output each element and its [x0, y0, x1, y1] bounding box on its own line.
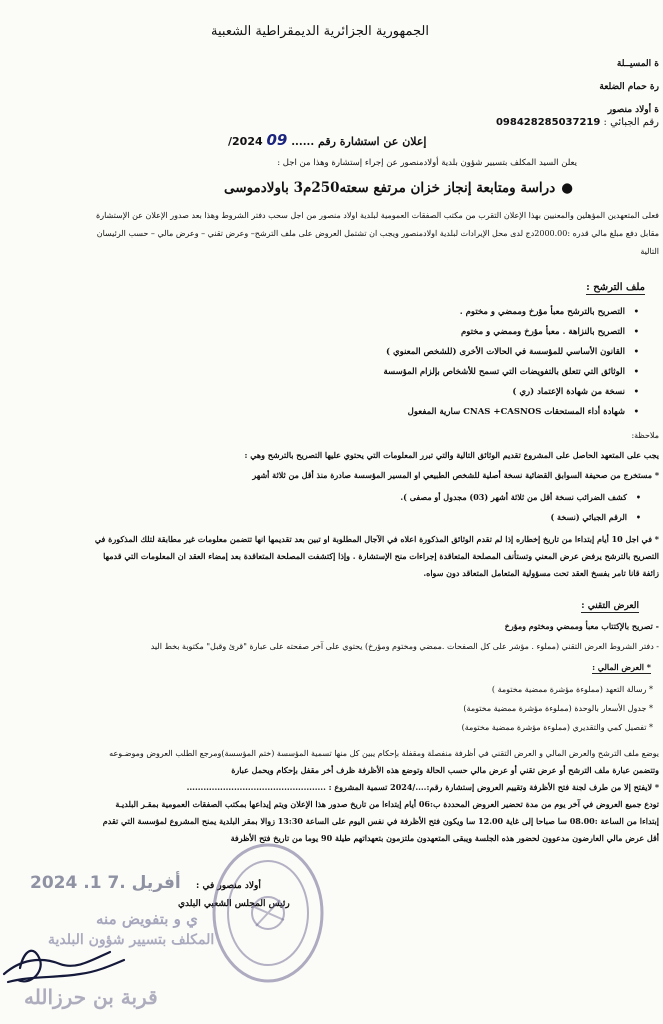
project-bullet: ● [561, 180, 573, 196]
note-item: * مستخرج من صحيفة السوابق القضائية نسخة أصلية للشخص الطبيعي او المسير المؤسسة صادرة منذ أقل من ثلاثة أشهر [252, 470, 659, 480]
title-number: 09 [266, 131, 288, 149]
invitation-line: التالية [640, 247, 659, 256]
deadline-paragraph [1, 534, 659, 579]
title-dots: ...... [291, 135, 315, 148]
stamp-text: ي و بتفويض منه [96, 910, 198, 928]
date-stamp: 2024 .1 7. أفريل [30, 873, 181, 893]
project-text: دراسة ومتابعة إنجاز خزان مرتفع سعته250م3 باولادموسى [224, 180, 556, 196]
technical-heading: العرض التقني : [581, 601, 639, 611]
invitation-paragraph [1, 210, 659, 257]
signature-place: أولاد منصور في : [196, 881, 261, 891]
deadline-line: التصريح بالترشح يرفض عرض المعني وتستأنف المصلحة المتعاقدة إجراءات منح الإستشارة . وإذا إكتشفت المصلحة المتعاقدة بعد إمضاء العقد ان المعلومات التي قدمها [103, 551, 659, 561]
list-item: • كشف الضرائب نسخة أقل من ثلاثة أشهر (03) مجدول أو مصفى ). [143, 492, 643, 503]
list-item: * جدول الأسعار بالوحدة (مملوءة مؤشرة ممضية مختومة) [463, 704, 653, 713]
closing-line: إبتداءا من الساعة :08.00 سا صباحا إلى غاية 12.00 سا ويكون فتح الأظرفة في نفس اليوم على الساعة 13:30 زوالا بمقر البلدية يمنح المشروع لمؤسسة التي تقدم [102, 816, 659, 826]
title-prefix: إعلان عن استشارة رقم [318, 135, 427, 148]
invitation-line: مقابل دفع مبلغ مالي قدره :2000.00دج لدى محل الإيرادات لبلدية اولادمنصور ويجب ان تشتمل العروض على ملف الترشح– وعرض تقني – وعرض مالي – حسب الرئيسان [96, 229, 659, 238]
list-item: • نسخة من شهادة الإعتماد (ري ) [41, 386, 641, 398]
list-item: * رسالة التعهد (مملوءة مؤشرة ممضية مختومة ) [491, 685, 653, 694]
title-year: 2024/ [228, 135, 263, 148]
handwritten-signature [0, 930, 130, 1000]
project-title [224, 180, 573, 197]
candidacy-list [41, 306, 641, 426]
invitation-line: فعلى المتعهدين المؤهلين والمعنيين بهذا الإعلان التقرب من مكتب الصفقات العمومية لبلدية اولاد منصور من اجل سحب دفتر الشروط وهذا بعد صدور الإعلان عن الإستشارة [96, 211, 659, 220]
closing-line: * لايفتح إلا من طرف لجنة فتح الأظرفة وتقييم العروض إستشارة رقم:..../2024 تسمية المشروع : .................................................. [186, 782, 659, 792]
deadline-line: زائفة قانا تامر بفسخ العقد تحت مسؤولية المتعامل المتعاقد دون سواه. [423, 568, 659, 578]
technical-item: - دفتر الشروط العرض التقني (مملوء . مؤشر على كل الصفحات .ممضي ومختوم ومؤرخ) يحتوي على آخر صفحته على عبارة "قرئ وقبل" مكتوبة بخط اليد [150, 642, 659, 651]
closing-paragraph [1, 748, 659, 844]
closing-line: أقل عرض مالي العارضون مدعوون لحضور هذه الجلسة ويبقى المتعهدون ملتزمون بتعهداتهم طيلة 90 يوما من تاريخ فتح الأظرفة [230, 833, 659, 843]
admin-line: رة حمام الضلعة [599, 82, 659, 92]
closing-line: تودع جميع العروض في آخر يوم من مدة تحضير العروض المحددة ب:06 أيام إبتداءا من تاريخ صدور هذا الإعلان ويتم إيداعها بمكتب الصفقات العمومية بمقـر البلديـة [115, 799, 659, 809]
fiscal-label: رقم الجبائي : [603, 117, 659, 128]
admin-line: ة المسيــلة [616, 59, 659, 69]
closing-line: يوضع ملف الترشح والعرض المالي و العرض التقني في أظرفة منفصلة ومقفلة بإحكام يبين كل منها تسمية المؤسسة (ختم المؤسسة)ومرجع الطلب العروض وموضـوعه [109, 749, 659, 758]
stamp-text: المكلف بتسيير شؤون البلدية [48, 932, 215, 948]
deadline-line: * في اجل 10 أيام إبتداءا من تاريخ إخطاره إذا لم تقدم الوثائق المذكورة اعلاه في الآجال المطلوبة او تبين بعد تقديمها انها تتضمن معلومات غير مطابقة لتلك المذكورة في [94, 534, 659, 544]
note-intro: يجب على المتعهد الحاصل على المشروع تقديم الوثائق التالية والتي تبرر المعلومات التي يحتوي عليها التصريح بالترشح وهي : [244, 450, 659, 460]
candidacy-heading: ملف الترشح : [586, 282, 645, 293]
fiscal-number: 098428285037219 [495, 117, 601, 128]
announcement-title [228, 133, 426, 149]
closing-line: وتتضمن عبارة ملف الترشح أو عرض تقني أو عرض مالي حسب الحالة وتوضع هذه الأظرفة ظرف أخر مقفل بإحكام ويحمل عبارة [231, 765, 659, 775]
technical-item: - تصريح بالإكتتاب معبأ وممضي ومختوم ومؤرخ [504, 621, 659, 631]
official-seal-stamp [208, 838, 328, 988]
republic-title: الجمهورية الجزائرية الديمقراطية الشعبية [211, 24, 429, 39]
list-item: • التصريح بالترشح معبأ مؤرخ وممضي و مختوم . [41, 306, 641, 318]
list-item: • الرقم الجبائي (نسخة ) [143, 512, 643, 523]
list-item: • التصريح بالنزاهة . معبأ مؤرخ وممضي و مختوم [41, 326, 641, 338]
admin-line: ة أولاد منصور [607, 105, 659, 115]
stamp-name: قربة بن حرزالله [24, 985, 158, 1009]
list-item: • شهادة أداء المستحقات CNAS +CASNOS سارية المفعول [41, 406, 641, 418]
fiscal-line [496, 116, 659, 129]
financial-heading: * العرض المالي : [592, 662, 651, 672]
intro-text: يعلن السيد المكلف بتسيير شؤون بلدية أولادمنصور عن إجراء إستشارة وهذا من اجل : [277, 158, 577, 168]
list-item: * تفصيل كمي والتقديري (مملوءة مؤشرة ممضية مختومة) [461, 723, 653, 732]
note-label: ملاحظة: [631, 431, 659, 440]
list-item: • القانون الأساسي للمؤسسة في الحالات الأخرى (للشخص المعنوي ) [41, 346, 641, 358]
financial-list [462, 684, 653, 733]
signature-role: رئيس المجلس الشعبي البلدي [178, 899, 290, 909]
note-list [143, 492, 643, 529]
list-item: • الوثائق التي تتعلق بالتفويضات التي تسمح للأشخاص بإلزام المؤسسة [41, 366, 641, 378]
